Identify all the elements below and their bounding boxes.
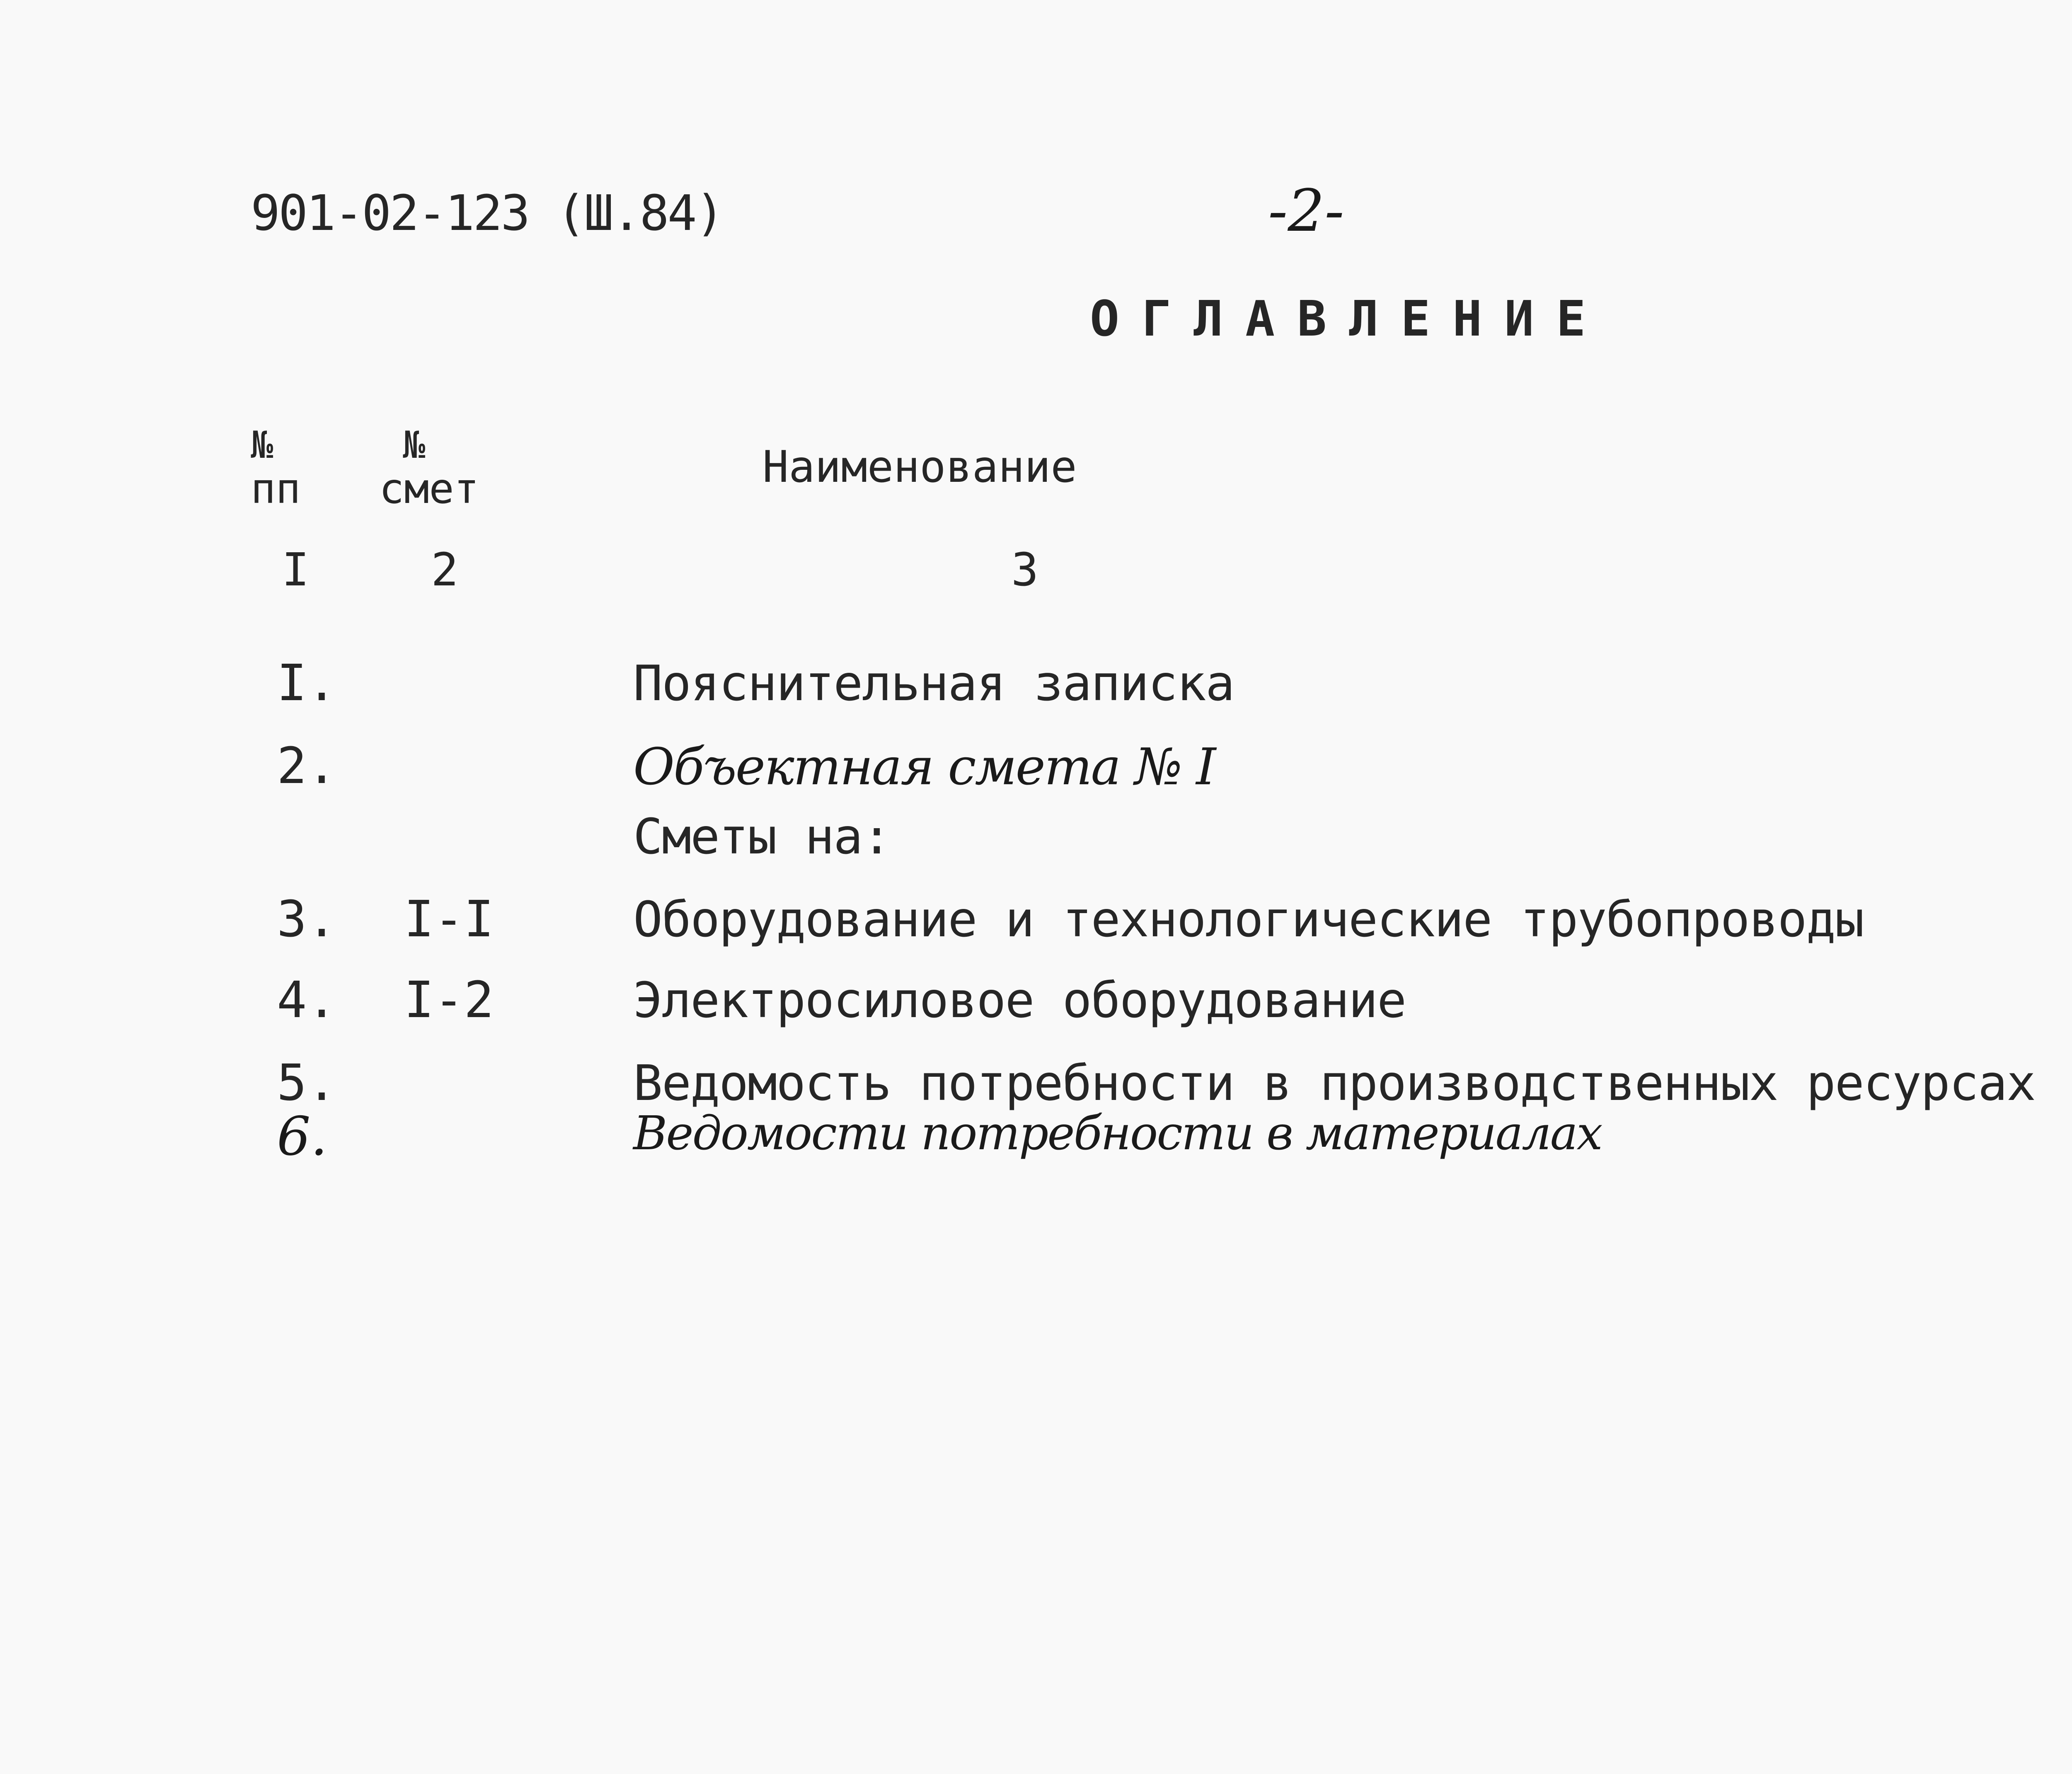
header-col2-line1: №	[403, 423, 426, 467]
row-name: Ведомости потребности в материалах	[633, 1107, 1602, 1160]
column-number-3: 3	[1011, 543, 1039, 596]
document-code: 901-02-123 (Ш.84)	[251, 184, 723, 242]
row-number: 6.	[277, 1106, 328, 1167]
row-number: 2.	[277, 737, 337, 795]
page-number: -2-	[1268, 177, 1344, 245]
header-col1-line2: пп	[251, 464, 301, 513]
row-name: Пояснительная записка	[633, 655, 1234, 712]
column-number-2: 2	[431, 543, 459, 596]
row-number: 3.	[277, 891, 337, 948]
header-col1-line1: №	[251, 423, 274, 467]
row-name: Ведомость потребности в производственных ресурсах	[633, 1054, 2036, 1112]
page-title: ОГЛАВЛЕНИЕ	[1090, 290, 1608, 347]
column-number-1: I	[282, 543, 310, 596]
section-subheading: Сметы на:	[633, 808, 891, 865]
row-name: Оборудование и технологические трубопроводы	[633, 891, 1864, 948]
row-smeta: I-2	[404, 972, 494, 1029]
row-name: Электросиловое оборудование	[633, 972, 1406, 1029]
row-name: Объектная смета № I	[633, 737, 1215, 796]
row-number: 4.	[277, 972, 337, 1029]
row-number: 5.	[277, 1054, 337, 1112]
header-col2-line2: смет	[379, 464, 479, 513]
row-number: I.	[277, 655, 337, 712]
header-col3: Наименование	[762, 442, 1077, 492]
row-smeta: I-I	[404, 891, 494, 948]
